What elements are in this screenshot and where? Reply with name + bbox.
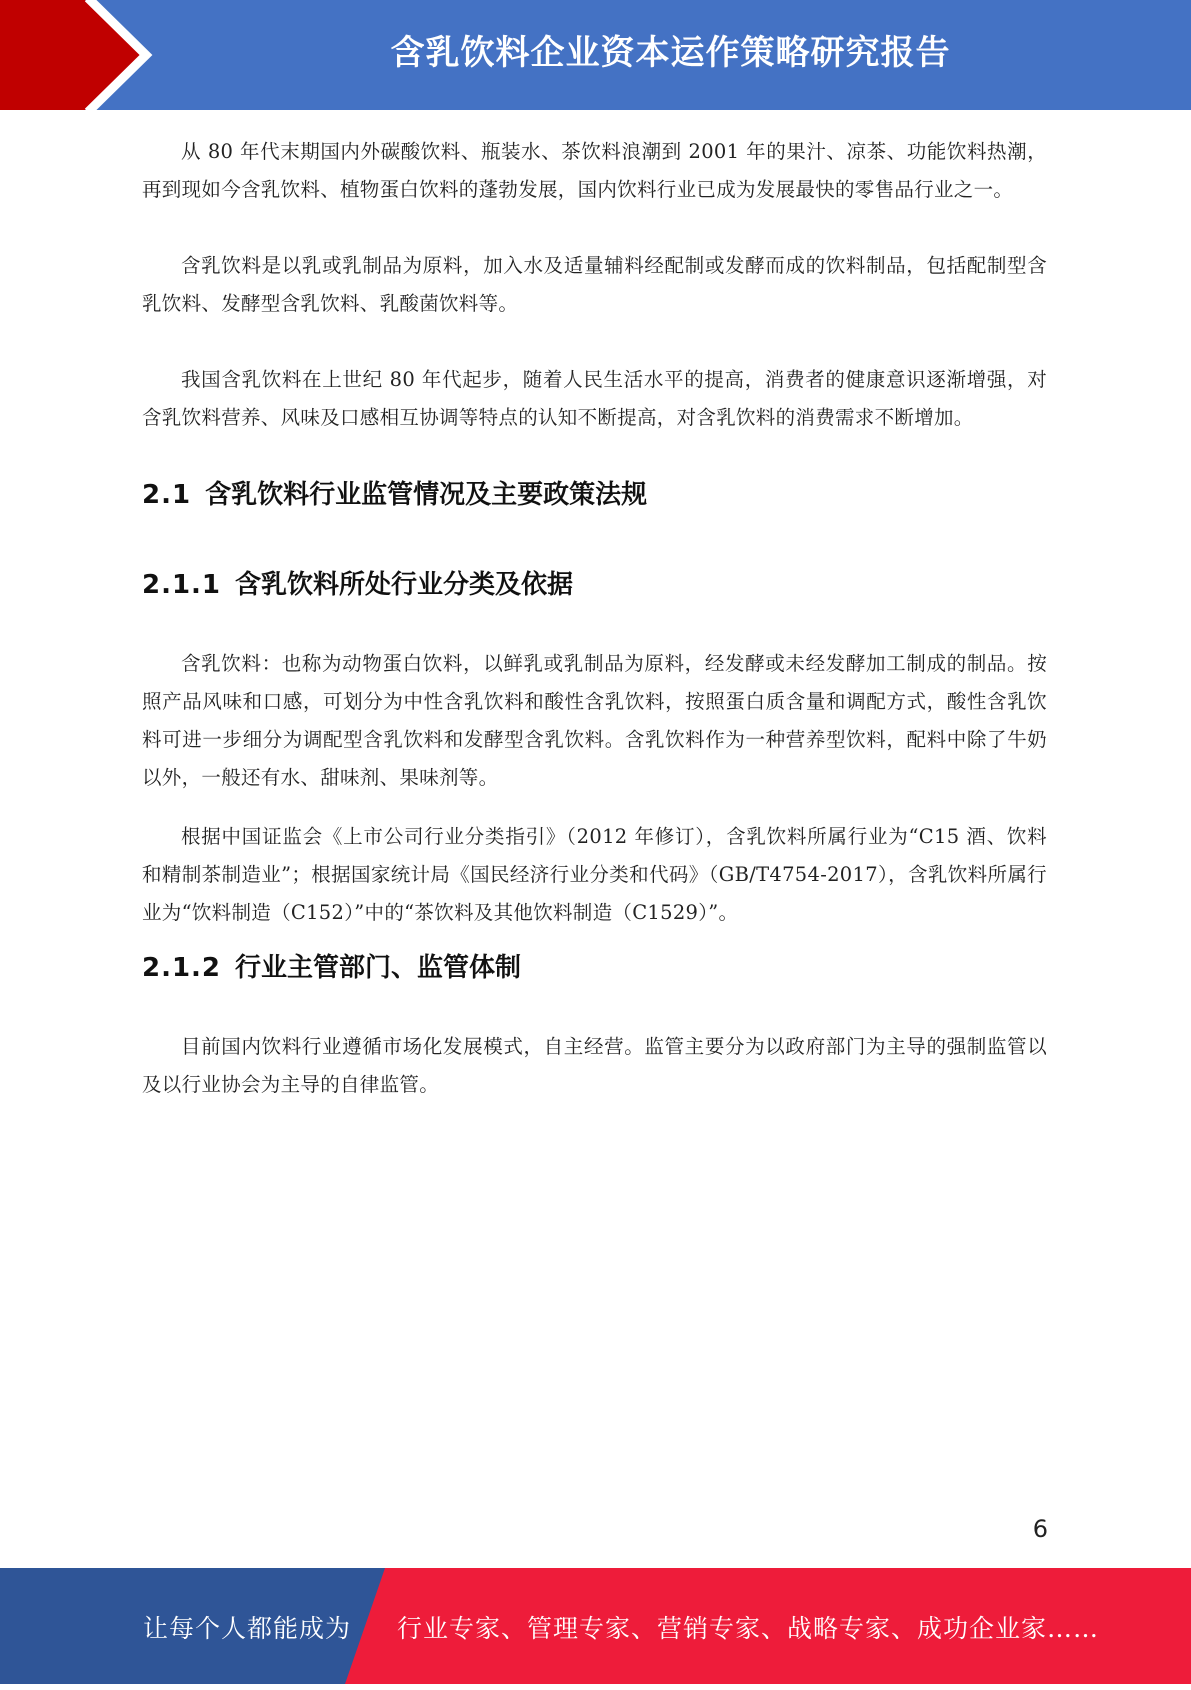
- section-heading-2-1-1: [142, 565, 1047, 605]
- section-number: 2.1.1: [142, 570, 222, 600]
- section-heading-2-1: [142, 475, 1047, 515]
- header-chevron-icon: [0, 0, 160, 110]
- footer-slogan-right: 行业专家、管理专家、营销专家、战略专家、成功企业家……: [397, 1614, 1100, 1643]
- header-banner: [0, 0, 1191, 110]
- document-title: 含乳饮料企业资本运作策略研究报告: [390, 33, 951, 73]
- document-body: [142, 133, 1047, 1104]
- section-number: 2.1: [142, 480, 192, 510]
- footer-banner: [0, 1568, 1191, 1684]
- paragraph-history: 我国含乳饮料在上世纪 80 年代起步，随着人民生活水平的提高，消费者的健康意识逐渐增强，对含乳饮料营养、风味及口感相互协调等特点的认知不断提高，对含乳饮料的消费需求不断增加。: [142, 368, 1047, 429]
- page-number: 6: [1032, 1515, 1048, 1543]
- section-number: 2.1.2: [142, 953, 222, 983]
- paragraph-intro: 从 80 年代末期国内外碳酸饮料、瓶装水、茶饮料浪潮到 2001 年的果汁、凉茶、功能饮料热潮，再到现如今含乳饮料、植物蛋白饮料的蓬勃发展，国内饮料行业已成为发展最快的零售品行业之一。: [142, 140, 1047, 201]
- paragraph-definition: 含乳饮料是以乳或乳制品为原料，加入水及适量辅料经配制或发酵而成的饮料制品，包括配制型含乳饮料、发酵型含乳饮料、乳酸菌饮料等。: [142, 254, 1047, 315]
- section-title: 行业主管部门、监管体制: [235, 953, 522, 983]
- paragraph-industry-codes: 根据中国证监会《上市公司行业分类指引》（2012 年修订），含乳饮料所属行业为“C15 酒、饮料和精制茶制造业”；根据国家统计局《国民经济行业分类和代码》（GB/T4754-2017），含乳饮料所属行业为“饮料制造（C152）”中的“茶饮料及其他饮料制造（C1529）”。: [142, 825, 1047, 924]
- section-title: 含乳饮料所处行业分类及依据: [235, 570, 574, 600]
- paragraph-regulation: 目前国内饮料行业遵循市场化发展模式，自主经营。监管主要分为以政府部门为主导的强制监管以及以行业协会为主导的自律监管。: [142, 1035, 1047, 1096]
- paragraph-classification: 含乳饮料：也称为动物蛋白饮料，以鲜乳或乳制品为原料，经发酵或未经发酵加工制成的制品。按照产品风味和口感，可划分为中性含乳饮料和酸性含乳饮料，按照蛋白质含量和调配方式，酸性含乳饮料可进一步细分为调配型含乳饮料和发酵型含乳饮料。含乳饮料作为一种营养型饮料，配料中除了牛奶以外，一般还有水、甜味剂、果味剂等。: [142, 652, 1047, 789]
- section-heading-2-1-2: [142, 948, 1047, 988]
- footer-slogan-left: 让每个人都能成为: [143, 1614, 352, 1643]
- section-title: 含乳饮料行业监管情况及主要政策法规: [205, 480, 648, 510]
